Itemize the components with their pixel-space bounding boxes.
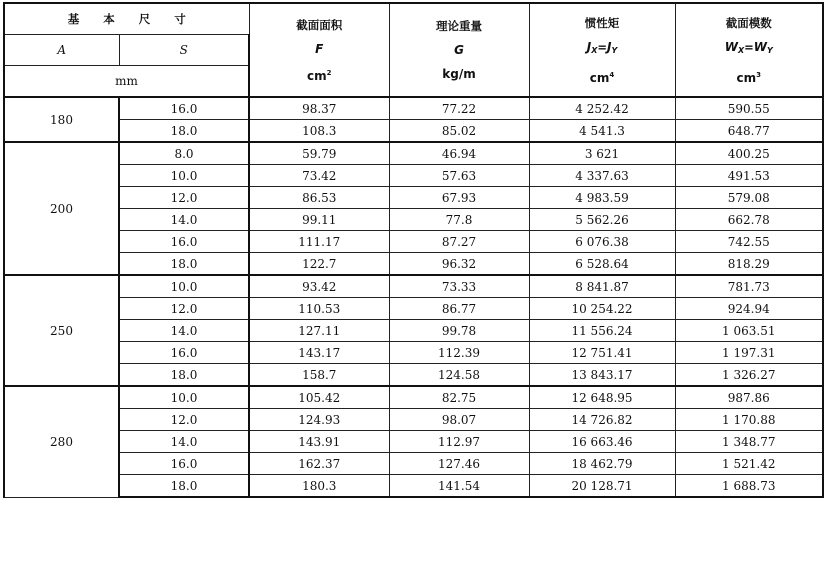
cell-s: 16.0 (119, 453, 249, 475)
cell-g: 96.32 (389, 253, 529, 276)
cell-j: 8 841.87 (529, 275, 675, 298)
cell-g: 77.22 (389, 97, 529, 120)
table-row (4, 386, 823, 409)
header-symbol-f: F (315, 41, 324, 56)
cell-f: 122.7 (249, 253, 389, 276)
cell-j: 4 541.3 (529, 120, 675, 143)
header-moment-of-inertia: 惯性矩 (584, 15, 620, 30)
cell-f: 59.79 (249, 142, 389, 165)
cell-f: 93.42 (249, 275, 389, 298)
cell-f: 98.37 (249, 97, 389, 120)
header-unit-cm-j: cm (589, 70, 610, 85)
cell-w: 924.94 (675, 298, 823, 320)
cell-s: 16.0 (119, 342, 249, 364)
table-row (4, 364, 823, 387)
table-row (4, 231, 823, 253)
table-row (4, 187, 823, 209)
header-sub-x-j: X (591, 45, 598, 55)
cell-j: 11 556.24 (529, 320, 675, 342)
cell-f: 108.3 (249, 120, 389, 143)
cell-f: 99.11 (249, 209, 389, 231)
cell-g: 67.93 (389, 187, 529, 209)
header-row-titles (4, 3, 823, 35)
header-section-modulus: 截面模数 (725, 15, 772, 30)
header-unit-kgm: kg/m (442, 67, 476, 81)
cell-f: 158.7 (249, 364, 389, 387)
cell-f: 127.11 (249, 320, 389, 342)
header-symbol-wx: W (724, 39, 738, 54)
cell-j: 6 528.64 (529, 253, 675, 276)
cell-j: 14 726.82 (529, 409, 675, 431)
cell-j: 12 648.95 (529, 386, 675, 409)
cell-g: 112.39 (389, 342, 529, 364)
table-row (4, 120, 823, 143)
cell-j: 4 252.42 (529, 97, 675, 120)
header-eq-j: = (597, 39, 608, 54)
cell-g: 57.63 (389, 165, 529, 187)
cell-s: 10.0 (119, 275, 249, 298)
table-row (4, 431, 823, 453)
table-row (4, 298, 823, 320)
header-symbol-wy: W (753, 39, 768, 54)
header-symbol-g: G (454, 43, 464, 57)
header-symbol-s: S (119, 35, 249, 66)
table-row (4, 320, 823, 342)
header-eq-w: = (744, 39, 754, 54)
cell-w: 818.29 (675, 253, 823, 276)
table-row (4, 453, 823, 475)
cell-f: 105.42 (249, 386, 389, 409)
header-symbol-f-wrap (250, 42, 389, 56)
header-unit-j-wrap (530, 68, 675, 85)
cell-w: 1 170.88 (675, 409, 823, 431)
header-unit-w-wrap (676, 68, 823, 85)
cell-s: 14.0 (119, 431, 249, 453)
cell-f: 111.17 (249, 231, 389, 253)
cell-g: 87.27 (389, 231, 529, 253)
cell-s: 8.0 (119, 142, 249, 165)
cell-f: 73.42 (249, 165, 389, 187)
header-symbol-g-wrap (390, 43, 529, 57)
header-symbol-jx: J (586, 39, 592, 54)
header-sub-x-w: X (737, 45, 745, 55)
table-row (4, 475, 823, 498)
header-unit-f-wrap (250, 66, 389, 83)
header-section-modulus-cell (675, 3, 823, 97)
cell-j: 4 983.59 (529, 187, 675, 209)
cell-f: 110.53 (249, 298, 389, 320)
cell-g: 86.77 (389, 298, 529, 320)
header-symbol-a: A (4, 35, 119, 66)
cell-s: 16.0 (119, 231, 249, 253)
cell-g: 77.8 (389, 209, 529, 231)
cell-j: 6 076.38 (529, 231, 675, 253)
header-section-area: 截面面积 (296, 17, 343, 32)
cell-s: 14.0 (119, 209, 249, 231)
cell-j: 4 337.63 (529, 165, 675, 187)
header-sub-y-j: Y (611, 45, 618, 55)
cell-j: 3 621 (529, 142, 675, 165)
cell-a: 200 (4, 142, 119, 275)
cell-s: 10.0 (119, 386, 249, 409)
cell-a: 180 (4, 97, 119, 142)
cell-g: 85.02 (389, 120, 529, 143)
cell-w: 579.08 (675, 187, 823, 209)
table-row (4, 253, 823, 276)
header-theoretical-weight-cell (389, 3, 529, 97)
section-properties-table (3, 2, 824, 498)
cell-w: 648.77 (675, 120, 823, 143)
cell-j: 12 751.41 (529, 342, 675, 364)
cell-j: 20 128.71 (529, 475, 675, 498)
cell-g: 112.97 (389, 431, 529, 453)
cell-f: 143.91 (249, 431, 389, 453)
cell-g: 73.33 (389, 275, 529, 298)
header-theoretical-weight: 理论重量 (436, 19, 483, 33)
cell-w: 781.73 (675, 275, 823, 298)
cell-j: 16 663.46 (529, 431, 675, 453)
table-row (4, 342, 823, 364)
cell-w: 1 197.31 (675, 342, 823, 364)
table-row (4, 165, 823, 187)
cell-f: 86.53 (249, 187, 389, 209)
cell-s: 12.0 (119, 187, 249, 209)
header-unit-g-wrap (390, 67, 529, 81)
table-body (4, 3, 823, 497)
cell-w: 662.78 (675, 209, 823, 231)
header-symbol-w-wrap (676, 40, 823, 58)
header-unit-sup-3: 3 (756, 70, 762, 79)
cell-w: 1 688.73 (675, 475, 823, 498)
header-unit-sup-4: 4 (609, 70, 615, 79)
cell-g: 46.94 (389, 142, 529, 165)
cell-w: 987.86 (675, 386, 823, 409)
header-unit-mm: mm (4, 66, 249, 98)
header-basic-size: 基 本 尺 寸 (4, 3, 249, 35)
cell-j: 10 254.22 (529, 298, 675, 320)
cell-s: 18.0 (119, 253, 249, 276)
header-unit-cm-f: cm (307, 68, 327, 83)
cell-w: 742.55 (675, 231, 823, 253)
cell-j: 18 462.79 (529, 453, 675, 475)
cell-w: 1 326.27 (675, 364, 823, 387)
cell-w: 1 348.77 (675, 431, 823, 453)
cell-w: 1 063.51 (675, 320, 823, 342)
cell-s: 12.0 (119, 298, 249, 320)
cell-s: 14.0 (119, 320, 249, 342)
cell-g: 98.07 (389, 409, 529, 431)
cell-s: 18.0 (119, 475, 249, 498)
cell-f: 124.93 (249, 409, 389, 431)
cell-f: 180.3 (249, 475, 389, 498)
cell-s: 10.0 (119, 165, 249, 187)
cell-s: 12.0 (119, 409, 249, 431)
cell-f: 143.17 (249, 342, 389, 364)
cell-w: 590.55 (675, 97, 823, 120)
header-unit-cm-w: cm (736, 70, 757, 85)
table-row (4, 209, 823, 231)
table-row (4, 142, 823, 165)
cell-j: 5 562.26 (529, 209, 675, 231)
header-unit-sup-2: 2 (326, 68, 332, 77)
header-section-area-cell (249, 3, 389, 97)
table-row (4, 97, 823, 120)
cell-g: 124.58 (389, 364, 529, 387)
cell-a: 250 (4, 275, 119, 386)
cell-j: 13 843.17 (529, 364, 675, 387)
cell-w: 1 521.42 (675, 453, 823, 475)
header-symbol-j-wrap (530, 40, 675, 58)
cell-s: 16.0 (119, 97, 249, 120)
cell-g: 127.46 (389, 453, 529, 475)
cell-f: 162.37 (249, 453, 389, 475)
header-moment-of-inertia-cell (529, 3, 675, 97)
cell-g: 141.54 (389, 475, 529, 498)
cell-s: 18.0 (119, 364, 249, 387)
header-symbol-jy: J (607, 39, 612, 54)
table-row (4, 409, 823, 431)
cell-s: 18.0 (119, 120, 249, 143)
cell-g: 99.78 (389, 320, 529, 342)
table-row (4, 275, 823, 298)
cell-w: 491.53 (675, 165, 823, 187)
cell-w: 400.25 (675, 142, 823, 165)
cell-g: 82.75 (389, 386, 529, 409)
cell-a: 280 (4, 386, 119, 497)
header-sub-y-w: Y (767, 45, 773, 55)
